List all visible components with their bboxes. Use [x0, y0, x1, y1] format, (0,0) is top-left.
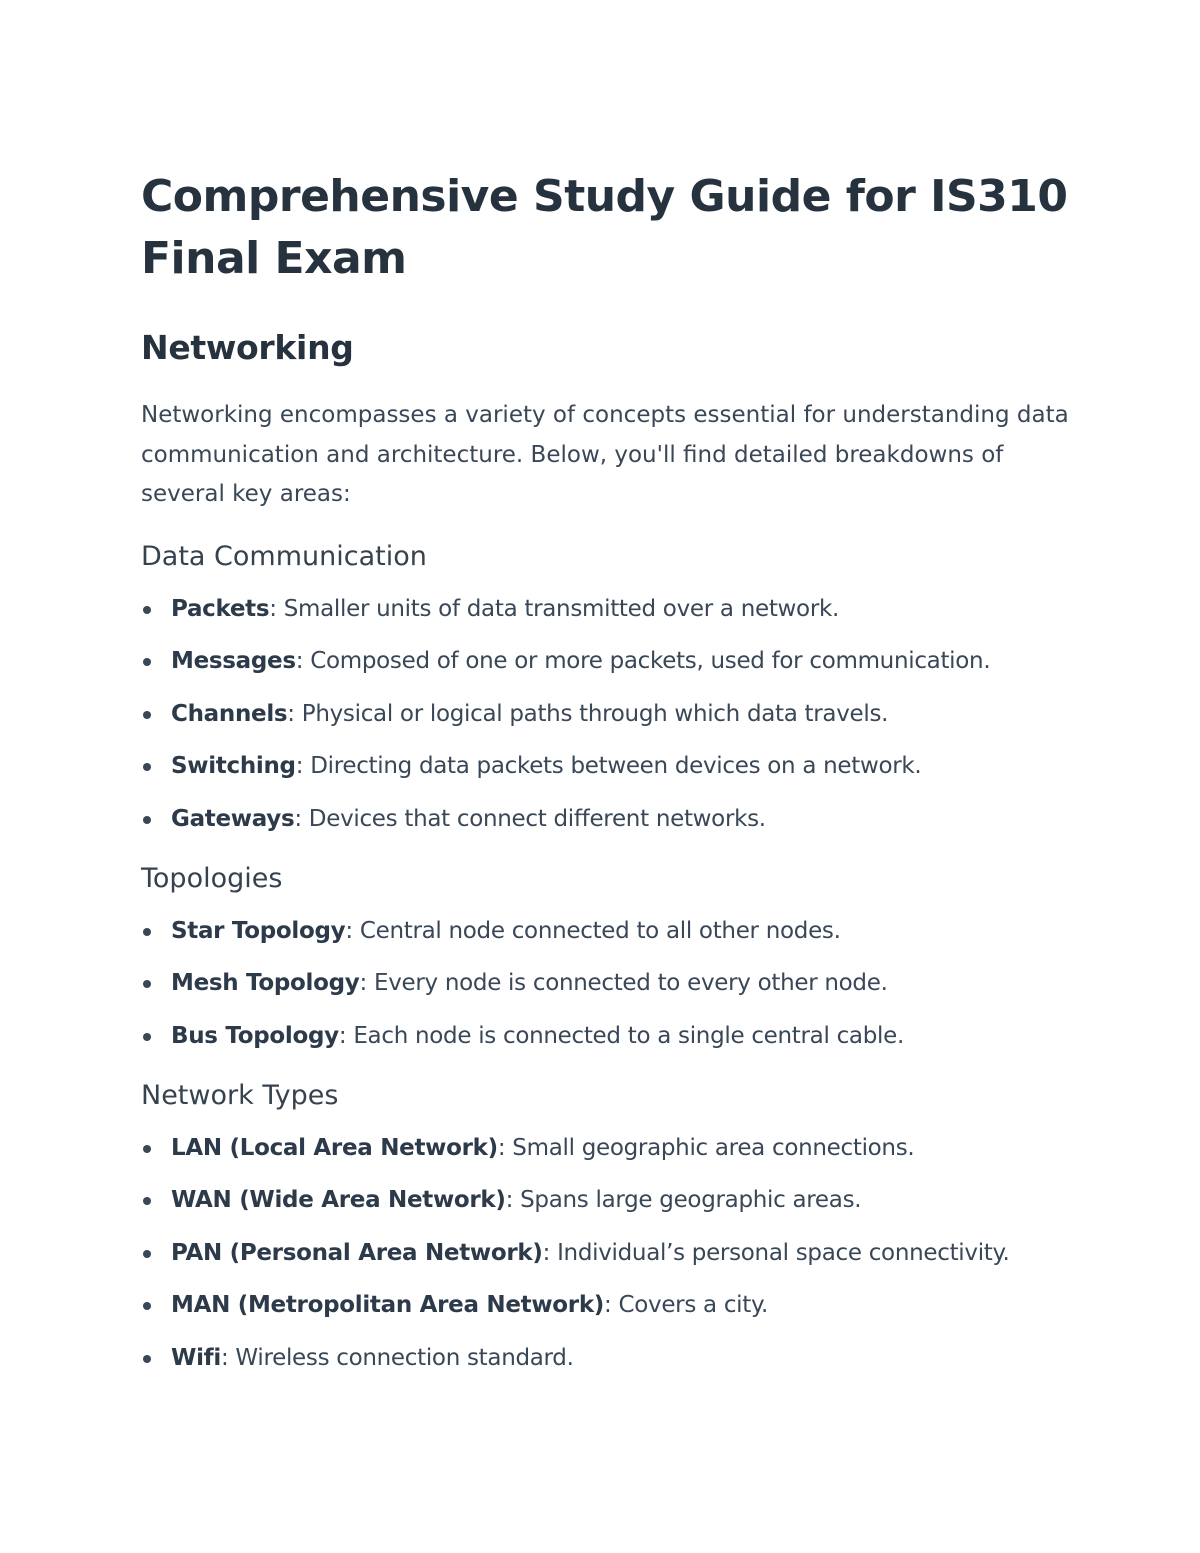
item-description: : Physical or logical paths through which data travels.	[287, 700, 889, 727]
item-description: : Covers a city.	[604, 1292, 769, 1318]
item-term: MAN (Metropolitan Area Network)	[171, 1292, 605, 1318]
bullet-icon	[143, 1197, 151, 1205]
item-term: Star Topology	[171, 917, 346, 944]
document-title: Comprehensive Study Guide for IS310 Final Exam	[141, 171, 1068, 284]
list-item	[141, 696, 1081, 732]
bullet-icon	[143, 1033, 151, 1041]
document-page	[141, 166, 1081, 1376]
bullet-icon	[143, 763, 151, 771]
list-item	[141, 801, 1081, 837]
list-item	[141, 591, 1081, 627]
item-term: Bus Topology	[171, 1022, 339, 1049]
item-term: Packets	[171, 595, 270, 622]
list-item	[141, 965, 1081, 1001]
item-term: Wifi	[171, 1344, 221, 1371]
item-term: Messages	[171, 648, 296, 674]
list-item	[141, 748, 1081, 784]
item-description: : Composed of one or more packets, used for communication.	[295, 648, 991, 674]
item-description: : Smaller units of data transmitted over a network.	[269, 595, 840, 622]
item-description: : Devices that connect different networks.	[294, 805, 766, 832]
list-item	[141, 913, 1081, 949]
list-item	[141, 1340, 1081, 1376]
item-term: Mesh Topology	[171, 970, 360, 996]
bullet-icon	[143, 711, 151, 719]
list-item	[141, 1235, 1081, 1271]
bullet-icon	[143, 1355, 151, 1363]
item-description: : Each node is connected to a single central cable.	[338, 1022, 904, 1049]
item-description: : Central node connected to all other nodes.	[345, 917, 841, 944]
item-term: LAN (Local Area Network)	[171, 1134, 498, 1161]
bullet-icon	[143, 1250, 151, 1258]
bullet-icon	[143, 1302, 151, 1310]
bullet-icon	[143, 980, 151, 988]
item-description: : Individual’s personal space connectivity.	[542, 1239, 1010, 1266]
bullet-icon	[143, 928, 151, 936]
item-term: Switching	[171, 753, 296, 779]
list-item	[141, 643, 1081, 679]
data-communication-list	[141, 591, 1081, 837]
list-item	[141, 1287, 1081, 1323]
item-term: Channels	[171, 700, 288, 727]
subsection-title-topologies: Topologies	[141, 862, 283, 894]
item-description: : Directing data packets between devices on a network.	[295, 753, 922, 779]
subsection-title-network-types: Network Types	[141, 1079, 339, 1111]
list-item	[141, 1182, 1081, 1218]
bullet-icon	[143, 816, 151, 824]
item-term: WAN (Wide Area Network)	[171, 1187, 506, 1213]
list-item	[141, 1130, 1081, 1166]
bullet-icon	[143, 658, 151, 666]
bullet-icon	[143, 1145, 151, 1153]
item-description: : Every node is connected to every other node.	[359, 970, 888, 996]
section-title-networking: Networking	[141, 328, 354, 367]
topologies-list	[141, 913, 1081, 1054]
bullet-icon	[143, 606, 151, 614]
item-description: : Wireless connection standard.	[220, 1344, 574, 1371]
item-term: Gateways	[171, 805, 295, 832]
section-intro: Networking encompasses a variety of concepts essential for understanding data communication and architecture. Below, you'll find detailed breakdowns of several key areas:	[141, 402, 1069, 507]
item-description: : Small geographic area connections.	[497, 1134, 915, 1161]
network-types-list	[141, 1130, 1081, 1376]
subsection-title-data-communication: Data Communication	[141, 540, 427, 572]
item-description: : Spans large geographic areas.	[505, 1187, 862, 1213]
list-item	[141, 1018, 1081, 1054]
item-term: PAN (Personal Area Network)	[171, 1239, 543, 1266]
